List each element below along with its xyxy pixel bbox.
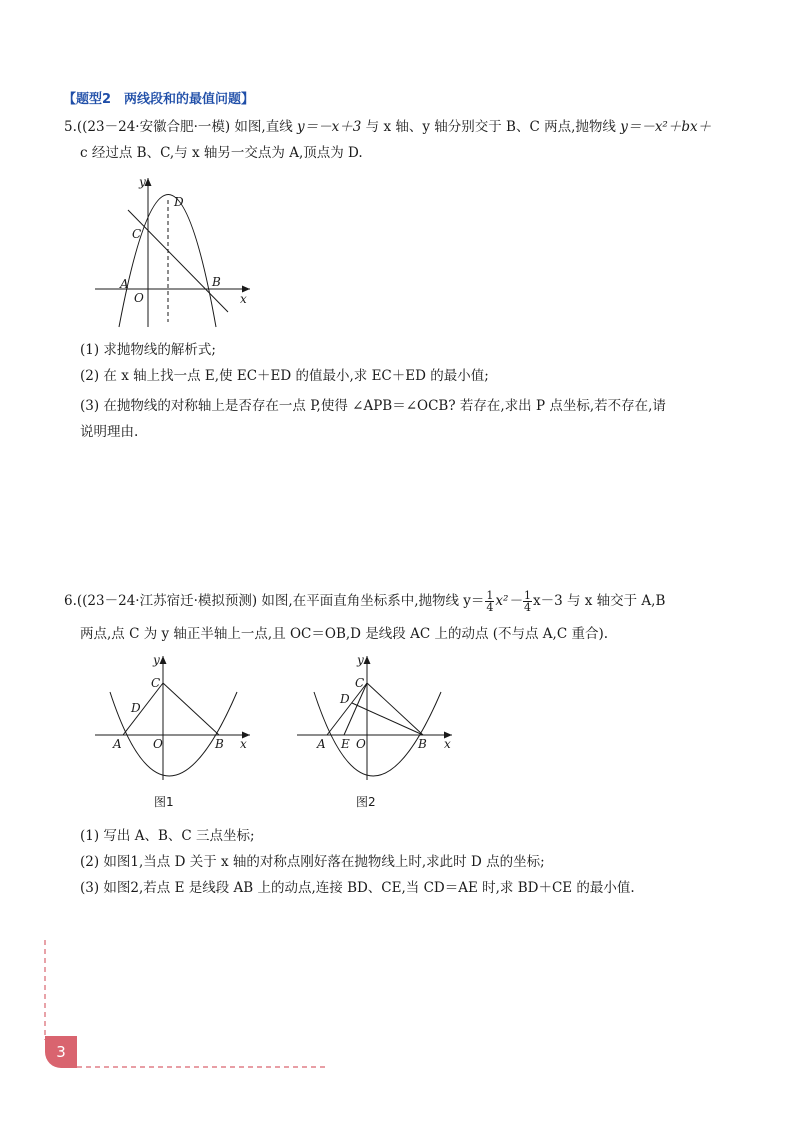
segment-cb <box>367 683 423 735</box>
q6-number: 6. <box>64 593 77 609</box>
label-O: O <box>153 737 163 751</box>
label-O: O <box>356 737 366 751</box>
fig2-caption: 图2 <box>356 795 376 809</box>
q6-text-a: ((23－24·江苏宿迁·模拟预测) 如图,在平面直角坐标系中,抛物线 y＝ <box>76 593 485 609</box>
label-x: x <box>240 292 247 306</box>
q5-text-a: ((23－24·安徽合肥·一模) 如图,直线 <box>76 119 298 135</box>
label-A: A <box>120 277 129 291</box>
q6-line1 <box>64 590 665 613</box>
fig1-caption: 图1 <box>154 795 174 809</box>
page-corner-decoration <box>40 940 330 1075</box>
page-number: 3 <box>45 1036 77 1068</box>
label-C: C <box>355 676 365 690</box>
label-O: O <box>134 291 144 305</box>
label-y: y <box>357 653 364 667</box>
frac2-num: 1 <box>523 589 531 602</box>
label-y: y <box>139 175 146 189</box>
label-y: y <box>153 653 160 667</box>
q6-line2: 两点,点 C 为 y 轴正半轴上一点,且 OC＝OB,D 是线段 AC 上的动点 (不与点 A,C 重合). <box>80 626 609 642</box>
label-x: x <box>444 737 451 751</box>
segment-ac <box>123 683 163 735</box>
segment-cb <box>163 683 219 735</box>
label-A: A <box>317 737 326 751</box>
q5-sub3b: 说明理由. <box>80 424 139 440</box>
q5-line2: c 经过点 B、C,与 x 轴另一交点为 A,顶点为 D. <box>80 145 363 161</box>
q6-text-b: x－3 与 x 轴交于 A,B <box>532 593 666 609</box>
label-E: E <box>341 737 350 751</box>
q5-figure <box>92 172 257 332</box>
q6-figure-2 <box>294 650 459 785</box>
q5-equation-line: y＝－x＋3 <box>297 119 362 135</box>
frac1-den: 4 <box>486 601 494 614</box>
label-B: B <box>212 275 221 289</box>
q6-sub1: (1) 写出 A、B、C 三点坐标; <box>80 828 255 844</box>
q5-sub2: (2) 在 x 轴上找一点 E,使 EC＋ED 的值最小,求 EC＋ED 的最小值; <box>80 368 489 384</box>
label-x: x <box>240 737 247 751</box>
section-heading: 【题型2 两线段和的最值问题】 <box>63 92 255 107</box>
frac1-num: 1 <box>486 589 494 602</box>
q5-sub3a: (3) 在抛物线的对称轴上是否存在一点 P,使得 ∠APB＝∠OCB? 若存在,求出 P 点坐标,若不存在,请 <box>80 398 666 414</box>
label-D: D <box>131 701 141 715</box>
q6-fraction-2 <box>523 590 532 613</box>
q6-sub3: (3) 如图2,若点 E 是线段 AB 上的动点,连接 BD、CE,当 CD＝AE 时,求 BD＋CE 的最小值. <box>80 880 635 896</box>
q6-x2-term: x²－ <box>495 593 522 609</box>
q5-equation-parabola: y＝－x²＋bx＋ <box>620 119 712 135</box>
q5-line1 <box>64 117 711 137</box>
q6-sub2: (2) 如图1,当点 D 关于 x 轴的对称点刚好落在抛物线上时,求此时 D 点的坐标; <box>80 854 545 870</box>
segment-bd <box>352 703 423 735</box>
q5-number: 5. <box>64 119 77 135</box>
q5-text-b: 与 x 轴、y 轴分别交于 B、C 两点,抛物线 <box>361 119 621 135</box>
y-axis-arrow <box>364 656 371 664</box>
label-D: D <box>340 692 350 706</box>
y-axis-arrow <box>160 656 167 664</box>
label-C: C <box>151 676 161 690</box>
q5-sub1: (1) 求抛物线的解析式; <box>80 342 216 358</box>
label-B: B <box>418 737 427 751</box>
frac2-den: 4 <box>523 601 531 614</box>
label-D: D <box>174 195 184 209</box>
label-B: B <box>215 737 224 751</box>
q6-fraction-1 <box>485 590 494 613</box>
label-A: A <box>113 737 122 751</box>
q6-figure-1 <box>92 650 257 785</box>
label-C: C <box>132 227 142 241</box>
